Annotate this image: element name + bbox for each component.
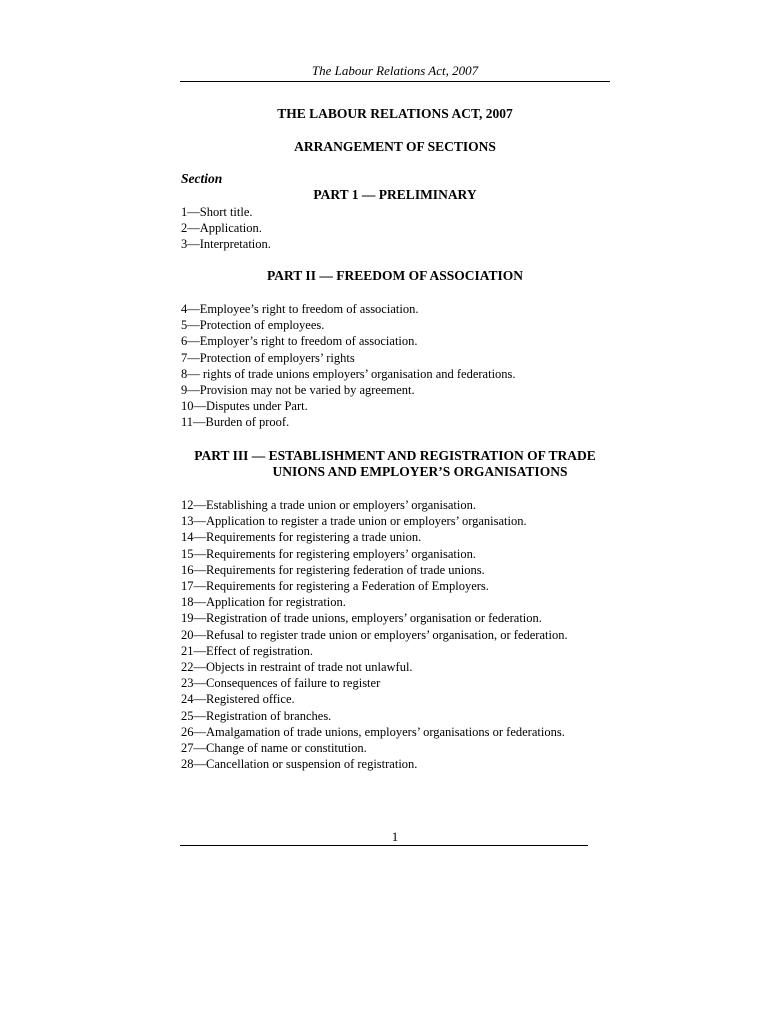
header-rule bbox=[180, 81, 610, 82]
list-item: 5—Protection of employees. bbox=[181, 318, 325, 333]
list-item: 16—Requirements for registering federation of trade unions. bbox=[181, 562, 485, 577]
list-item: 27—Change of name or constitution. bbox=[181, 741, 367, 756]
list-item: 9—Provision may not be varied by agreement. bbox=[181, 383, 415, 398]
part-1-entries bbox=[181, 204, 271, 253]
list-item: 22—Objects in restraint of trade not unlawful. bbox=[181, 660, 413, 675]
list-item: 19—Registration of trade unions, employers’ organisation or federation. bbox=[181, 611, 542, 626]
list-item: 6—Employer’s right to freedom of association. bbox=[181, 334, 418, 349]
list-item: 26—Amalgamation of trade unions, employers’ organisations or federations. bbox=[181, 724, 565, 739]
list-item: 3—Interpretation. bbox=[181, 237, 271, 252]
list-item: 18—Application for registration. bbox=[181, 595, 346, 610]
list-item: 8— rights of trade unions employers’ organisation and federations. bbox=[181, 366, 516, 381]
part-3-heading-line1: PART III — ESTABLISHMENT AND REGISTRATION OF TRADE bbox=[194, 448, 596, 463]
list-item: 4—Employee’s right to freedom of association. bbox=[181, 302, 419, 316]
list-item: 28—Cancellation or suspension of registration. bbox=[181, 757, 418, 772]
list-item: 7—Protection of employers’ rights bbox=[181, 350, 355, 365]
section-label: Section bbox=[181, 171, 223, 186]
list-item: 23—Consequences of failure to register bbox=[181, 676, 381, 691]
list-item: 13—Application to register a trade union or employers’ organisation. bbox=[181, 514, 527, 529]
list-item: 24—Registered office. bbox=[181, 692, 295, 707]
list-item: 21—Effect of registration. bbox=[181, 643, 314, 658]
list-item: 17—Requirements for registering a Federation of Employers. bbox=[181, 579, 489, 594]
list-item: 1—Short title. bbox=[181, 205, 253, 219]
part-2-heading: PART II — FREEDOM OF ASSOCIATION bbox=[267, 268, 523, 283]
page-number: 1 bbox=[391, 829, 399, 844]
document-subtitle: ARRANGEMENT OF SECTIONS bbox=[294, 139, 496, 154]
list-item: 12—Establishing a trade union or employers’ organisation. bbox=[181, 498, 476, 512]
part-2-entries bbox=[181, 301, 516, 431]
list-item: 14—Requirements for registering a trade union. bbox=[181, 530, 422, 545]
part-3-entries bbox=[181, 497, 568, 772]
running-header: The Labour Relations Act, 2007 bbox=[311, 63, 479, 78]
list-item: 2—Application. bbox=[181, 221, 262, 236]
list-item: 25—Registration of branches. bbox=[181, 708, 332, 723]
part-1-heading: PART 1 — PRELIMINARY bbox=[313, 187, 477, 202]
document-title: THE LABOUR RELATIONS ACT, 2007 bbox=[277, 106, 513, 121]
part-3-heading-line2: UNIONS AND EMPLOYER’S ORGANISATIONS bbox=[272, 464, 568, 479]
list-item: 10—Disputes under Part. bbox=[181, 399, 308, 414]
list-item: 11—Burden of proof. bbox=[181, 415, 290, 430]
part-3-heading bbox=[180, 448, 610, 480]
list-item: 15—Requirements for registering employers’ organisation. bbox=[181, 546, 476, 561]
footer-rule bbox=[180, 845, 588, 846]
list-item: 20—Refusal to register trade union or employers’ organisation, or federation. bbox=[181, 627, 568, 642]
